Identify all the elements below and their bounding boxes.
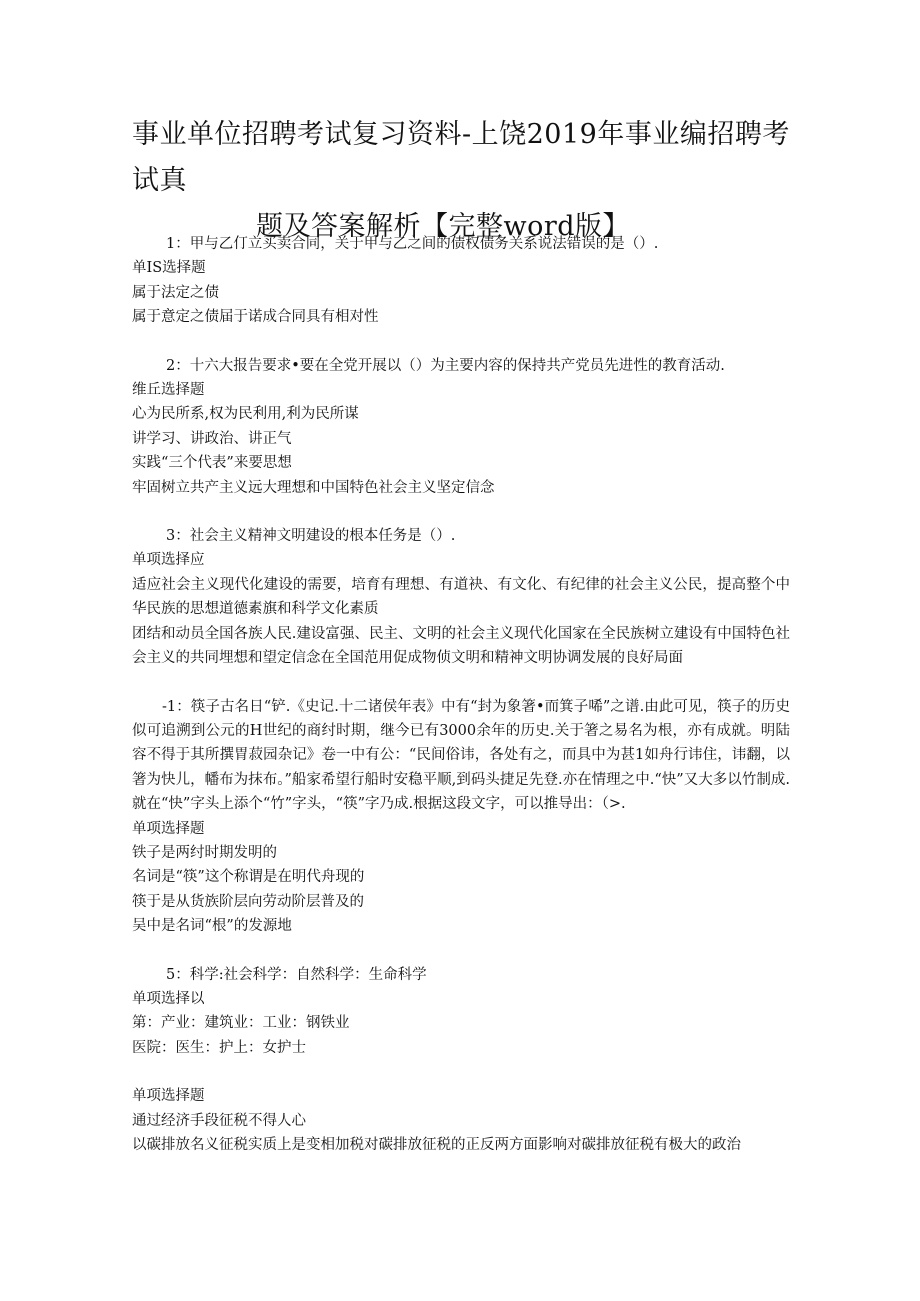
question-type: 单项选择应	[132, 552, 205, 569]
question-type: 单项选择以	[132, 990, 205, 1007]
title-line-1: 事业单位招聘考试复习资料-上饶2019年事业编招聘考试真	[132, 119, 790, 196]
question-stem: 3：社会主义精神文明建设的根本任务是（）.	[166, 528, 456, 545]
question-block	[132, 232, 790, 330]
answer-option: 牢固树立共产主义远大理想和中国特色社会主义坚定信念	[132, 479, 495, 496]
answer-option: 通过经济手段征税不得人心	[132, 1112, 306, 1129]
spacer	[132, 1060, 790, 1084]
spacer	[132, 330, 790, 354]
answer-option: 筷于是从货族阶层向劳动阶层普及的	[132, 893, 364, 910]
answer-option: 名词是“筷”这个称谓是在明代舟现的	[132, 869, 365, 886]
answer-option: 属于意定之债届于诺成合同具有相对性	[132, 309, 379, 326]
question-type: 单项选择题	[132, 820, 205, 837]
question-type: 单IS选择题	[132, 260, 206, 277]
answer-option: 属于法定之债	[132, 284, 219, 301]
question-block	[132, 963, 790, 1061]
question-stem: 1：甲与乙仃立买卖合同，关于甲与乙之间的债权债务关系说法错误的是（）.	[166, 236, 659, 252]
question-block	[132, 695, 790, 939]
question-stem: 2：十六大报告要求•要在全党开展以（）为主要内容的保持共产党员先进性的教育活动.	[166, 357, 725, 374]
title-line-2: 题及答案解析【完整word版】	[256, 211, 631, 242]
answer-option: 实践“三个代表”来要思想	[132, 455, 292, 472]
answer-option: 吴中是名词“根”的发源地	[132, 918, 292, 935]
spacer	[132, 671, 790, 695]
answer-option: 适应社会主义现代化建设的需要，培育有理想、有道袂、有文化、有纪律的社会主义公民，提高整个中华民族的思想道德素旗和科学文化素质	[132, 576, 790, 618]
answer-option: 医院：医生：护上：女护士	[132, 1039, 306, 1056]
question-stem: 5：科学:社会科学：自然科学：生命科学	[166, 966, 427, 983]
answer-option: 讲学习、讲政治、讲正气	[132, 430, 292, 447]
question-stem: -1：筷子古名日“铲.《史记.十二诸侯年表》中有“封为象箸•而箕子唏”之谱.由此可见，筷子的历史似可追溯到公元的H世纪的商纣时期，继今已有3000余年的历史.关于箸之易名为根，亦有成就。明陆容不得于其所撰胃菽园杂记》卷一中有公：“民间俗讳，各处有之，而具中为甚1如舟行讳住，讳翻，以箸为快儿，幡布为抹布。”船家希望行船时安稳平顺,到码头捷足先登.亦在情理之中.“快”又大多以竹制成.就在“快”字头上添个“竹”字头，“筷”字乃成.根据这段文字，可以推导出：（>.	[132, 698, 790, 813]
question-type: 维丘选择题	[132, 382, 205, 399]
document-title	[132, 112, 792, 250]
question-type: 单项选择题	[132, 1088, 205, 1105]
document-body	[132, 232, 790, 1157]
question-block	[132, 354, 790, 500]
answer-option: 心为民所系,权为民利用,利为民所谋	[132, 406, 359, 423]
answer-option: 以碳排放名义征税实质上是变相加税对碳排放征税的正反两方面影响对碳排放征税有极大的政治	[132, 1137, 741, 1153]
spacer	[132, 500, 790, 524]
answer-option: 铁子是两纣时期发明的	[132, 844, 277, 861]
answer-option: 第：产业：建筑业：工业：钢铁业	[132, 1015, 350, 1032]
answer-option: 团结和动员全国各族人民.建设富强、民主、文明的社会主义现代化国家在全民族树立建设有中国特色社会主义的共同埋想和望定信念在全国范用促成物侦文明和精神文明协调发展的良好局面	[132, 625, 790, 667]
question-block	[132, 524, 790, 670]
question-block	[132, 1084, 790, 1157]
spacer	[132, 939, 790, 963]
